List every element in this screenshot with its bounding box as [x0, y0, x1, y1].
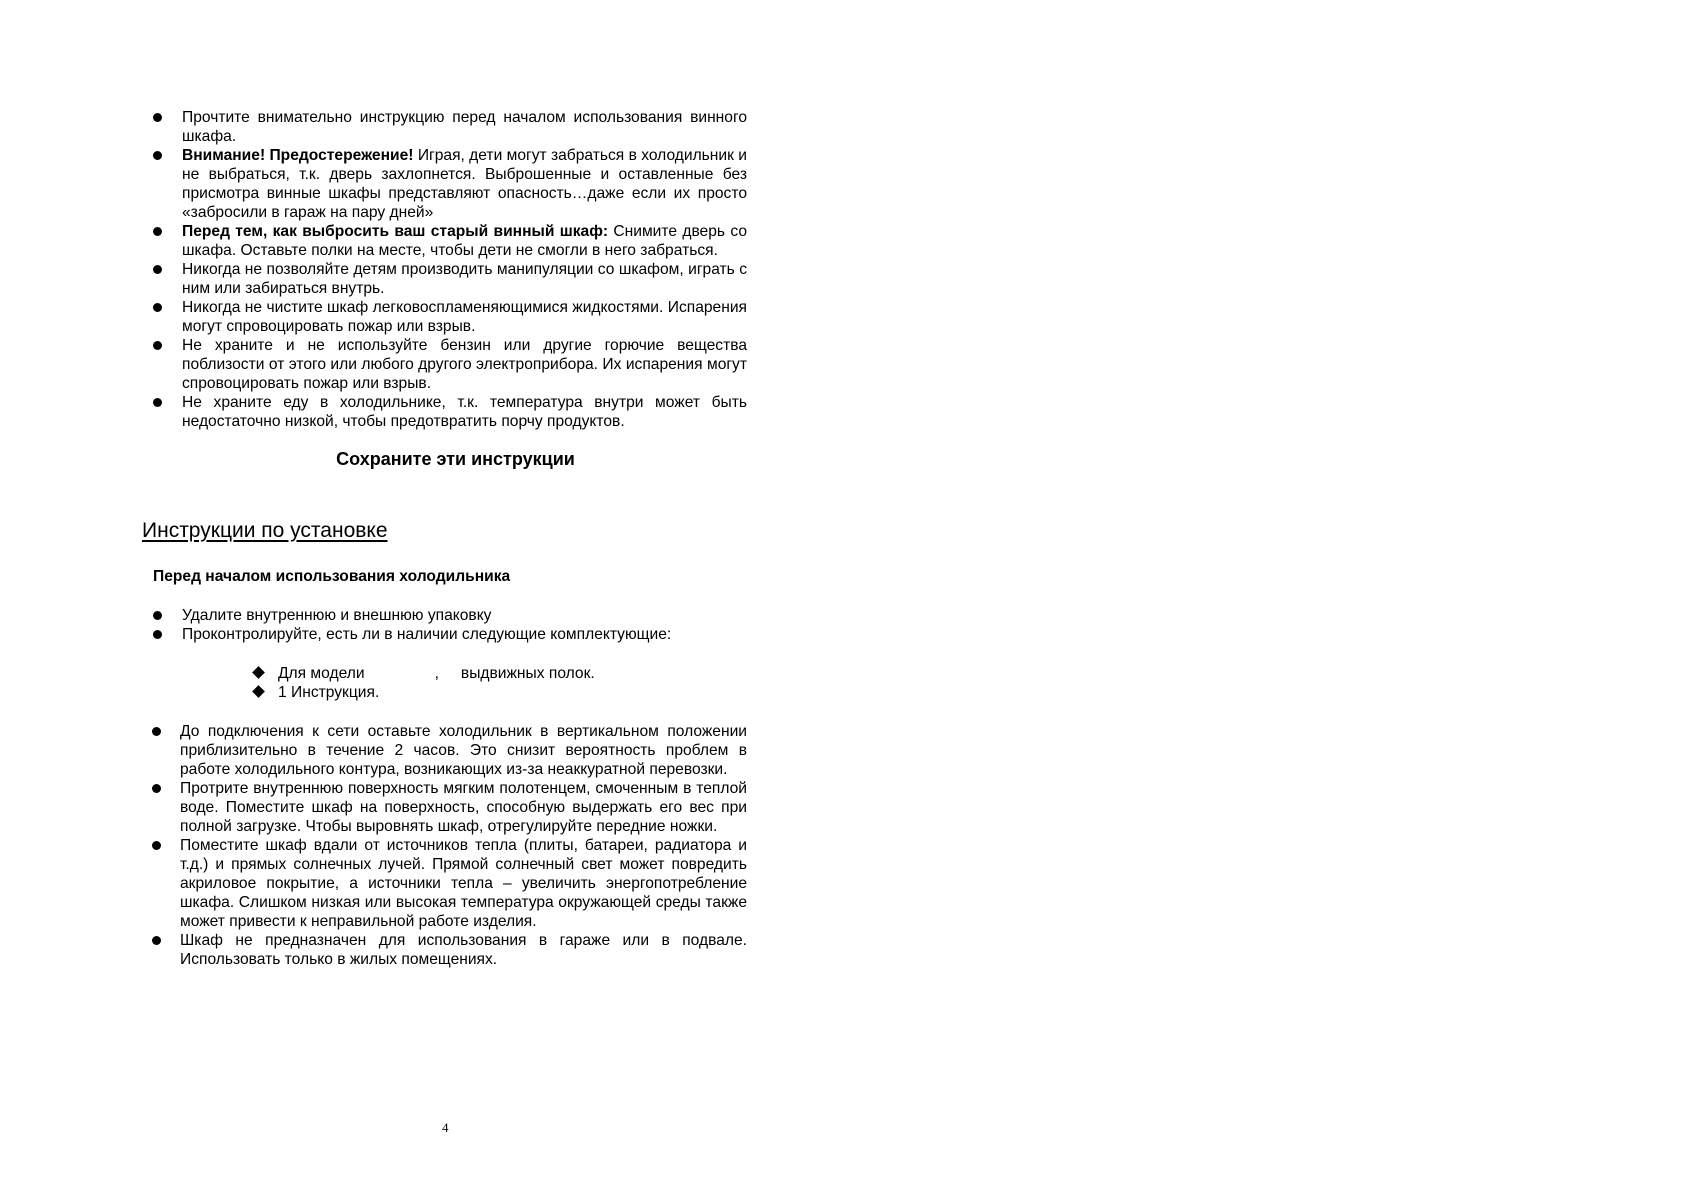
checklist-block: [142, 606, 747, 644]
page-number: 4: [442, 1120, 449, 1135]
list-item: Никогда не чистите шкаф легковоспламеняющимися жидкостями. Испарения могут спровоцировать пожар или взрыв.: [142, 298, 747, 336]
components-list: [252, 664, 595, 702]
safety-warnings-block: [142, 108, 747, 470]
list-item: Поместите шкаф вдали от источников тепла (плиты, батареи, радиатора и т.д.) и прямых солнечных лучей. Прямой солнечный свет может повредить акриловое покрытие, а источники тепла – увеличить энергопотребление шкафа. Слишком низкая или высокая температура окружающей среды также может привести к неправильной работе изделия.: [142, 836, 747, 931]
checklist: [142, 606, 747, 644]
list-item: Протрите внутреннюю поверхность мягким полотенцем, смоченным в теплой воде. Поместите шкаф на поверхность, способную выдержать его вес при полной загрузке. Чтобы выровнять шкаф, отрегулируйте передние ножки.: [142, 779, 747, 836]
list-item: Внимание! Предостережение! Играя, дети могут забраться в холодильник и не выбраться, т.к. дверь захлопнется. Выброшенные и оставленные без присмотра винные шкафы представляют опасность…даже если их просто «забросили в гараж на пару дней»: [142, 146, 747, 222]
installation-steps-list: [142, 722, 747, 969]
bullet-icon: [153, 303, 162, 312]
diamond-bullet-icon: [252, 685, 265, 698]
list-item: Шкаф не предназначен для использования в гараже или в подвале. Использовать только в жилых помещениях.: [142, 931, 747, 969]
bullet-icon: [153, 113, 162, 122]
list-item: Проконтролируйте, есть ли в наличии следующие комплектующие:: [142, 625, 747, 644]
sub-title: Перед началом использования холодильника: [153, 568, 511, 585]
bullet-icon: [152, 784, 161, 793]
list-item: Не храните и не используйте бензин или другие горючие вещества поблизости от этого или любого другого электроприбора. Их испарения могут спровоцировать пожар или взрыв.: [142, 336, 747, 393]
list-item: Перед тем, как выбросить ваш старый винный шкаф: Снимите дверь со шкафа. Оставьте полки на месте, чтобы дети не смогли в него забраться.: [142, 222, 747, 260]
bullet-icon: [153, 227, 162, 236]
installation-steps-block: [142, 722, 747, 969]
diamond-bullet-icon: [252, 666, 265, 679]
safety-warnings-list: [142, 108, 747, 431]
bullet-icon: [153, 611, 162, 620]
bullet-icon: [153, 341, 162, 350]
bullet-icon: [152, 841, 161, 850]
bullet-icon: [153, 630, 162, 639]
list-item: Удалите внутреннюю и внешнюю упаковку: [142, 606, 747, 625]
save-instructions-heading: Сохраните эти инструкции: [336, 449, 575, 469]
bullet-icon: [153, 265, 162, 274]
bullet-icon: [152, 936, 161, 945]
bullet-icon: [152, 727, 161, 736]
list-item: Не храните еду в холодильнике, т.к. температура внутри может быть недостаточно низкой, чтобы предотвратить порчу продуктов.: [142, 393, 747, 431]
section-title: Инструкции по установке: [142, 519, 388, 542]
bullet-icon: [153, 151, 162, 160]
list-item: Для модели , выдвижных полок.: [252, 664, 595, 683]
list-item: Прочтите внимательно инструкцию перед началом использования винного шкафа.: [142, 108, 747, 146]
bullet-icon: [153, 398, 162, 407]
list-item: Никогда не позволяйте детям производить манипуляции со шкафом, играть с ним или забираться внутрь.: [142, 260, 747, 298]
list-item: До подключения к сети оставьте холодильник в вертикальном положении приблизительно в течение 2 часов. Это снизит вероятность проблем в работе холодильного контура, возникающих из-за неаккуратной перевозки.: [142, 722, 747, 779]
list-item: 1 Инструкция.: [252, 683, 595, 702]
